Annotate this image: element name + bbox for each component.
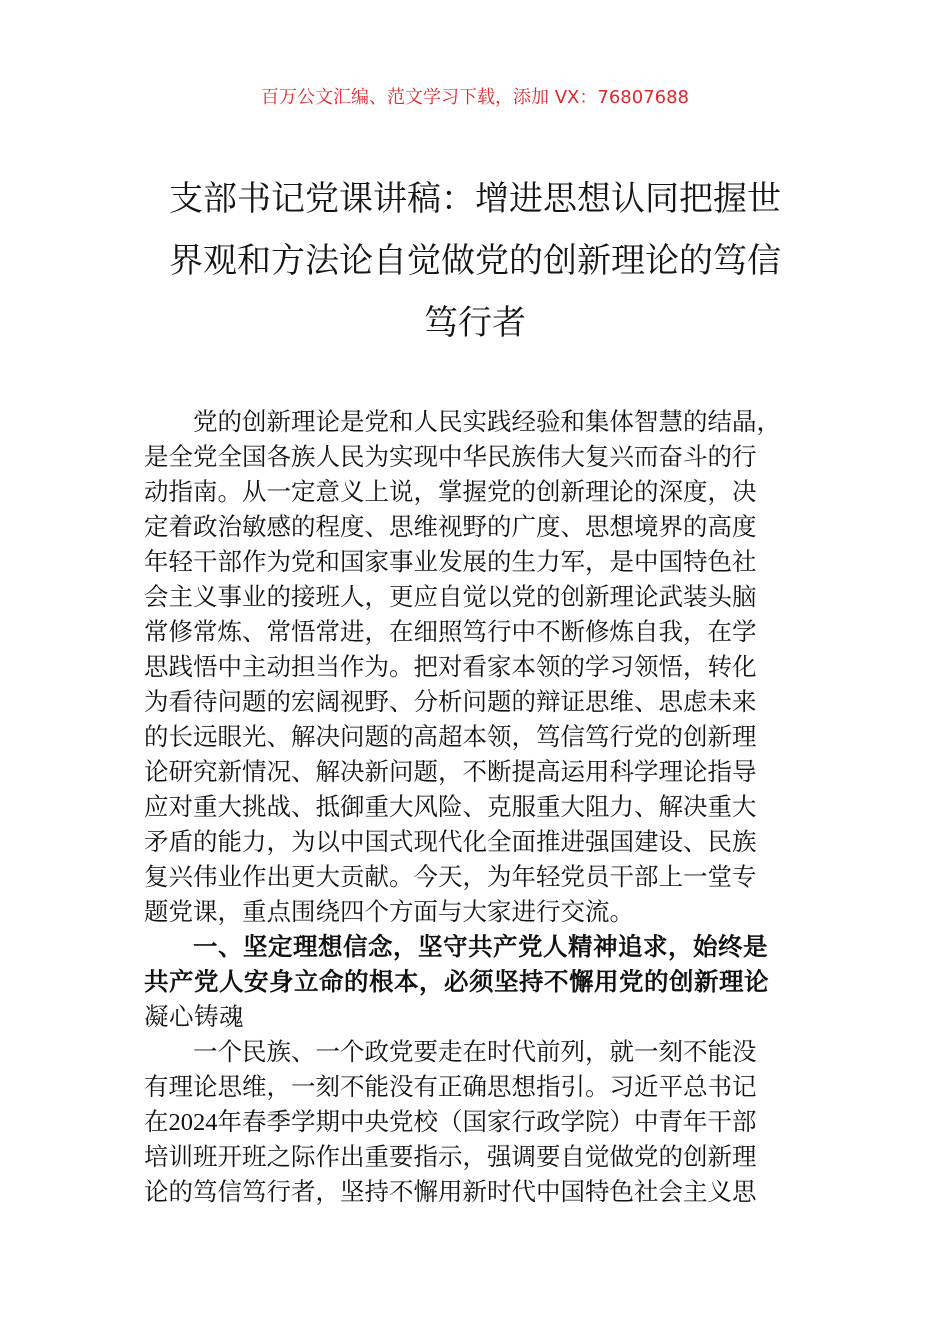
paragraph-section1 <box>144 1034 824 1209</box>
document-title <box>140 168 810 354</box>
paragraph-line: 是全党全国各族人民为实现中华民族伟大复兴而奋斗的行 <box>144 442 757 471</box>
section-heading-line: 凝心铸魂 <box>144 1002 244 1031</box>
section-heading-1 <box>144 929 824 1034</box>
title-line: 支部书记党课讲稿：增进思想认同把握世 <box>169 179 781 219</box>
header-watermark-note: 百万公文汇编、范文学习下载，添加 VX：76807688 <box>261 87 689 108</box>
paragraph-line: 定着政治敏感的程度、思维视野的广度、思想境界的高度 <box>144 512 757 541</box>
paragraph-line: 培训班开班之际作出重要指示，强调要自觉做党的创新理 <box>144 1142 757 1171</box>
paragraph-line: 年轻干部作为党和国家事业发展的生力军，是中国特色社 <box>144 547 757 576</box>
paragraph-line: 有理论思维，一刻不能没有正确思想指引。习近平总书记 <box>144 1072 757 1101</box>
paragraph-line: 应对重大挑战、抵御重大风险、克服重大阻力、解决重大 <box>144 792 757 821</box>
title-line: 笃行者 <box>424 303 526 343</box>
section-heading-line: 共产党人安身立命的根本，必须坚持不懈用党的创新理论 <box>144 967 769 996</box>
paragraph-line: 动指南。从一定意义上说，掌握党的创新理论的深度，决 <box>144 477 757 506</box>
paragraph-line: 题党课，重点围绕四个方面与大家进行交流。 <box>144 897 634 926</box>
paragraph-line: 矛盾的能力，为以中国式现代化全面推进强国建设、民族 <box>144 827 757 856</box>
document-body <box>144 404 824 1209</box>
paragraph-line: 一个民族、一个政党要走在时代前列，就一刻不能没 <box>193 1037 757 1066</box>
section-heading-line: 一、坚定理想信念，坚守共产党人精神追求，始终是 <box>193 932 768 961</box>
line-suffix: 年春季学期中央党校（国家行政学院）中青年干部 <box>217 1107 757 1136</box>
year-number: 2024 <box>168 1109 218 1136</box>
paragraph-line: 复兴伟业作出更大贡献。今天，为年轻党员干部上一堂专 <box>144 862 757 891</box>
title-line: 界观和方法论自觉做党的创新理论的笃信 <box>169 241 781 281</box>
paragraph-line: 的长远眼光、解决问题的高超本领，笃信笃行党的创新理 <box>144 722 757 751</box>
paragraph-intro <box>144 404 824 929</box>
paragraph-line: 论研究新情况、解决新问题，不断提高运用科学理论指导 <box>144 757 757 786</box>
paragraph-line: 论的笃信笃行者，坚持不懈用新时代中国特色社会主义思 <box>144 1177 757 1206</box>
paragraph-line: 常修常炼、常悟常进，在细照笃行中不断修炼自我，在学 <box>144 617 757 646</box>
paragraph-line: 思践悟中主动担当作为。把对看家本领的学习领悟，转化 <box>144 652 757 681</box>
line-prefix: 在 <box>144 1107 169 1136</box>
paragraph-line: 党的创新理论是党和人民实践经验和集体智慧的结晶， <box>193 407 781 436</box>
paragraph-line <box>144 1104 824 1139</box>
paragraph-line: 为看待问题的宏阔视野、分析问题的辩证思维、思虑未来 <box>144 687 757 716</box>
paragraph-line: 会主义事业的接班人，更应自觉以党的创新理论武装头脑 <box>144 582 757 611</box>
